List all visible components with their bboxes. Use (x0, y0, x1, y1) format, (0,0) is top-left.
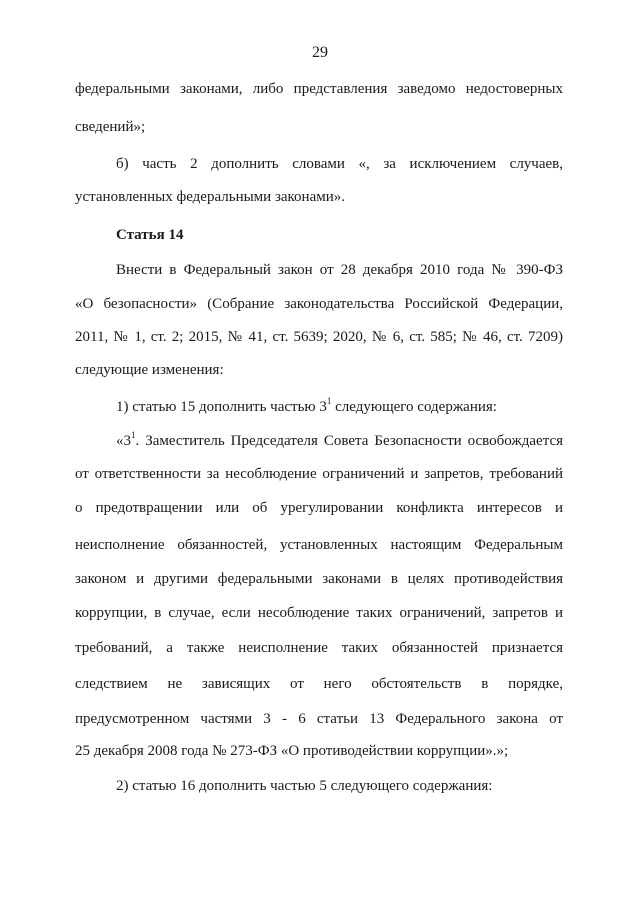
paragraph-3-line-4: следующие изменения: (75, 362, 224, 378)
paragraph-1-line-2: сведений»; (75, 119, 146, 135)
paragraph-5-line-10: 25 декабря 2008 года № 273-ФЗ «О противодействии коррупции».»; (75, 743, 509, 759)
paragraph-5-line-9: предусмотренном частями 3 - 6 статьи 13 Федерального закона от (75, 711, 563, 727)
page-number: 29 (312, 44, 328, 61)
paragraph-5-line-3: о предотвращении или об урегулировании конфликта интересов и (75, 500, 563, 516)
superscript: 1 (326, 396, 332, 406)
quote-start: «3 (116, 433, 131, 449)
paragraph-5-line-6: коррупции, в случае, если несоблюдение таких ограничений, запретов и (75, 605, 563, 621)
article-heading: Статья 14 (116, 227, 184, 243)
paragraph-4-text-end: следующего содержания: (331, 399, 497, 415)
paragraph-4-text: 1) статью 15 дополнить частью 3 (116, 399, 327, 415)
paragraph-4 (116, 397, 563, 417)
paragraph-5-line-8: следствием не зависящих от него обстоятельств в порядке, (75, 676, 563, 692)
paragraph-5-line-7: требований, а также неисполнение таких обязанностей признается (75, 640, 563, 656)
paragraph-3-line-1: Внести в Федеральный закон от 28 декабря 2010 года № 390-ФЗ (116, 262, 563, 278)
paragraph-5-line-1-text: . Заместитель Председателя Совета Безопасности освобождается (135, 433, 563, 449)
paragraph-3-line-3: 2011, № 1, ст. 2; 2015, № 41, ст. 5639; 2020, № 6, ст. 585; № 46, ст. 7209) (75, 329, 563, 345)
paragraph-6: 2) статью 16 дополнить частью 5 следующего содержания: (116, 778, 493, 794)
paragraph-5-line-2: от ответственности за несоблюдение ограничений и запретов, требований (75, 466, 563, 482)
paragraph-5-line-1 (116, 431, 563, 451)
paragraph-1-line-1: федеральными законами, либо представления заведомо недостоверных (75, 81, 563, 97)
superscript: 1 (131, 430, 136, 440)
paragraph-2-line-2: установленных федеральными законами». (75, 189, 346, 205)
paragraph-3-line-2: «О безопасности» (Собрание законодательства Российской Федерации, (75, 296, 563, 312)
paragraph-5-line-4: неисполнение обязанностей, установленных настоящим Федеральным (75, 537, 563, 553)
paragraph-5-line-5: законом и другими федеральными законами в целях противодействия (75, 571, 563, 587)
paragraph-2-line-1: б) часть 2 дополнить словами «, за исключением случаев, (116, 156, 563, 172)
